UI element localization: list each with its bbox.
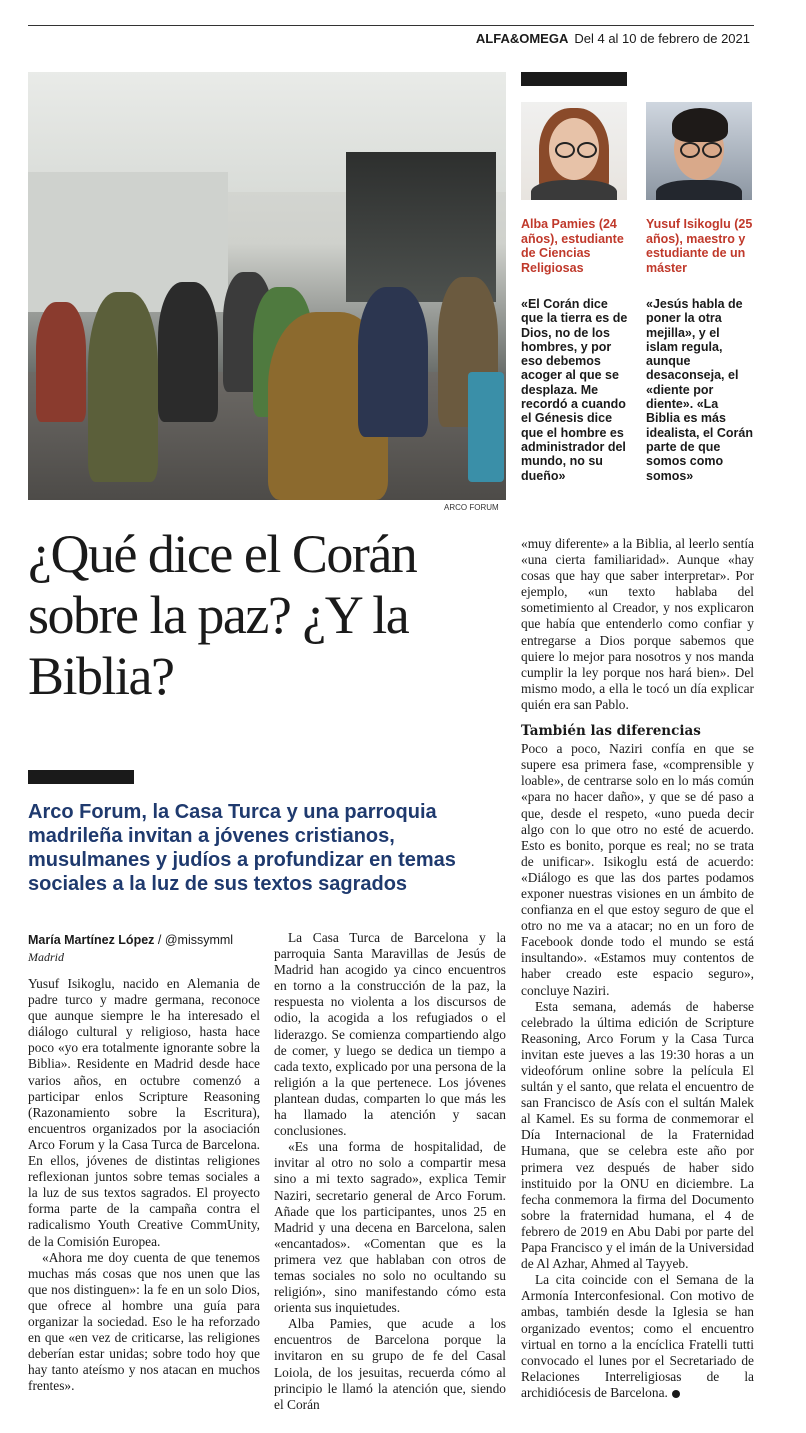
photo-person bbox=[358, 287, 428, 437]
dateline-place: Madrid bbox=[28, 950, 64, 964]
paragraph: La Casa Turca de Barcelona y la parroquia Santa Maravillas de Jesús de Madrid han acogido ya cinco encuentros en torno a la construcción de la paz, la respuesta no violenta a los discursos de odio, la acogida a los refugiados o el liderazgo. Se comienza compartiendo algo de comer, y luego se dedica un tiempo a cada texto, explicado por una persona de la religión a la que pertenece. Los jóvenes plantean dudas, comparten lo que más les ha llamado la atención y sacan conclusiones. bbox=[274, 930, 506, 1139]
masthead-brand: ALFA&OMEGA bbox=[475, 31, 569, 46]
paragraph: Esta semana, además de haberse celebrado la última edición de Scripture Reasoning, Arco Forum y la Casa Turca invitan este jueves a las 19:30 horas a un videofórum online sobre la película El sultán y el santo, que relata el encuentro de san Francisco de Asís con el sultán Malek al Kamel. Es su forma de conmemorar el Día Internacional de la Fraternidad Humana, que se celebra este año por primera vez después de haber sido instituido por la ONU en diciembre. La fecha conmemora la firma del Documento sobre la fraternidad humana, el 4 de febrero de 2019 en Abu Dabi por parte del Papa Francisco y el imán de la Universidad de Al Azhar, Ahmed al Tayyeb. bbox=[521, 998, 754, 1272]
article-headline: ¿Qué dice el Corán sobre la paz? ¿Y la Biblia? bbox=[28, 524, 417, 706]
issue-date: Del 4 al 10 de febrero de 2021 bbox=[574, 31, 750, 46]
quote-alba: «El Corán dice que la tierra es de Dios, no de los hombres, y por eso debemos acoger al que se desplaza. Me recordó a cuando el Génesis dice que el hombre es administrador del mundo, no su dueño» bbox=[521, 297, 628, 483]
top-rule bbox=[28, 25, 754, 26]
person-name-yusuf: Yusuf Isikoglu (25 años), maestro y estudiante de un máster bbox=[646, 217, 753, 275]
paragraph: Poco a poco, Naziri confía en que se supere esa primera fase, «comprensible y loable», de centrarse solo en lo más común «para no hacer daño», y que se dé paso a que, desde el respeto, «uno pueda decir algo con lo que otro no esté de acuerdo. Esto es bonito, porque es real; no se trata de unificar». Isikoglu está de acuerdo: «Diálogo es que las dos partes podamos exponer nuestras visiones en un ámbito de confianza en el que estoy seguro de que el otro no me va a atacar; no en un foro de Facebook donde todo el mundo se está insultando». «Estamos muy contentos de haber creado este espacio seguro», concluye Naziri. bbox=[521, 741, 754, 998]
author-name: María Martínez López bbox=[28, 933, 155, 947]
portrait-alba bbox=[521, 102, 627, 200]
paragraph: Yusuf Isikoglu, nacido en Alemania de padre turco y madre germana, reconoce que aunque siempre le ha interesado el diálogo cultural y religioso, hasta hace poco «yo era totalmente ignorante sobre la Biblia». Residente en Madrid desde hace varios años, en octubre comenzó a participar enlos Scripture Reasoning (Razonamiento sobre la Escritura), encuentros organizados por la asociación Arco Forum y la Casa Turca de Barcelona. En ellos, jóvenes de distintas religiones reflexionan juntos sobre temas sociales a la luz de sus textos sagrados. El proyecto forma parte de la campaña contra el radicalismo Youth Creative CommUnity, de la Comisión Europea. bbox=[28, 976, 260, 1249]
article-column-3 bbox=[521, 536, 754, 1401]
paragraph-text: La cita coincide con el Semana de la Armonía Interconfesional. Con motivo de ambas, también desde la Iglesia se han organizado eventos; como el encuentro virtual en torno a la encíclica Fratelli tutti convocado el lunes por el Secretariado de Relaciones Interreligiosas de la archidiócesis de Barcelona. bbox=[521, 1272, 754, 1400]
photo-credit: ARCO FORUM bbox=[444, 503, 499, 512]
article-subhead: Arco Forum, la Casa Turca y una parroquia madrileña invitan a jóvenes cristianos, musulmanes y judíos a profundizar en temas sociales a la luz de sus textos sagrados bbox=[28, 801, 456, 895]
section-title: También las diferencias bbox=[521, 723, 701, 740]
headline-marker bbox=[28, 770, 134, 784]
portrait-body bbox=[656, 180, 742, 200]
portrait-glasses bbox=[577, 142, 597, 158]
paragraph: «Es una forma de hospitalidad, de invitar al otro no solo a compartir mesa sino a mi texto sagrado», explica Temir Naziri, secretario general de Arco Forum. Añade que los participantes, unos 25 en Madrid y una decena en Barcelona, salen «encantados». «Comentan que es la primera vez que hablaban con otros de temas sociales no solo no ocultando su religión», sino manifestando cómo esta orienta sus inquietudes. bbox=[274, 1139, 506, 1316]
byline bbox=[28, 933, 233, 947]
paragraph: «Ahora me doy cuenta de que tenemos muchas más cosas que nos unen que las que nos distinguen»: la fe en un solo Dios, que ofrece al hombre una guía para organizar la sociedad. Eso le ha reforzado en que «en vez de criticarse, las religiones deberían estar unidas; sobre todo hoy que hay tanto ateísmo y nos atacan en muchos frentes». bbox=[28, 1249, 260, 1394]
photo-person bbox=[158, 282, 218, 422]
end-of-article-mark bbox=[672, 1390, 680, 1398]
article-column-1 bbox=[28, 976, 260, 1394]
portrait-body bbox=[531, 180, 617, 200]
paragraph-last bbox=[521, 1272, 754, 1401]
author-handle: / @missymml bbox=[154, 933, 234, 947]
sidebar-marker bbox=[521, 72, 627, 86]
quote-yusuf: «Jesús habla de poner la otra mejilla», y el islam regula, aunque desaconseja, el «diente por diente». «La Biblia es más idealista, el Corán parte de que somos como somos» bbox=[646, 297, 753, 483]
portrait-hair bbox=[672, 108, 728, 142]
portrait-glasses bbox=[680, 142, 700, 158]
masthead bbox=[476, 31, 750, 46]
portrait-glasses bbox=[555, 142, 575, 158]
article-column-2 bbox=[274, 930, 506, 1413]
paragraph: «muy diferente» a la Biblia, al leerlo sentía «una cierta familiaridad». Aunque «hay cosas que hay que saber interpretar». Por ejemplo, «un texto hablaba del sometimiento al Creador, y nos explicaron que había que entenderlo como confiar y entregarse a Dios porque sabemos que quiere lo mejor para nosotros y nos manda cumplir la ley porque nos hará bien». Del mismo modo, a ella le tocó un día explicar quién era san Pablo. bbox=[521, 536, 754, 712]
portrait-yusuf bbox=[646, 102, 752, 200]
photo-chair bbox=[468, 372, 504, 482]
photo-person bbox=[88, 292, 158, 482]
photo-person bbox=[36, 302, 86, 422]
main-photo bbox=[28, 72, 506, 500]
portrait-glasses bbox=[702, 142, 722, 158]
person-name-alba: Alba Pamies (24 años), estudiante de Ciencias Religiosas bbox=[521, 217, 624, 275]
paragraph: Alba Pamies, que acude a los encuentros de Barcelona porque la invitaron en su grupo de fe del Casal Loiola, de los jesuitas, recuerda cómo al principio le llamó la atención que, siendo el Corán bbox=[274, 1316, 506, 1412]
